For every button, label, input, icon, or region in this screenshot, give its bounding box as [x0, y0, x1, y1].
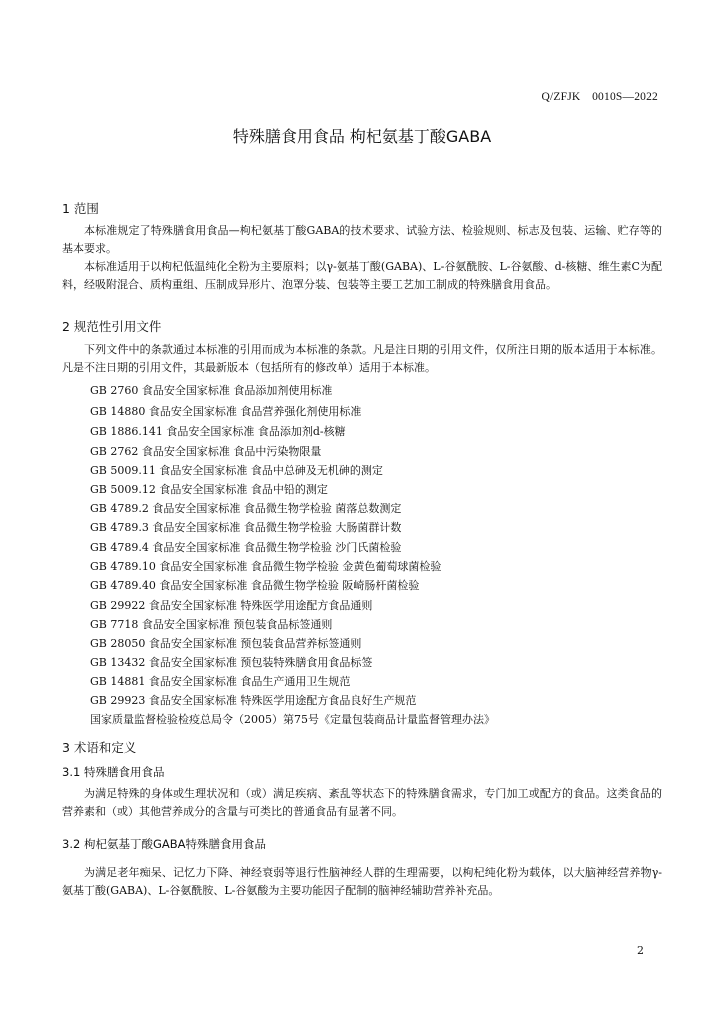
- reference-item: GB 13432 食品安全国家标准 预包装特殊膳食用食品标签: [90, 656, 373, 669]
- reference-item: GB 29922 食品安全国家标准 特殊医学用途配方食品通则: [90, 599, 373, 612]
- document-title: 特殊膳食用食品 枸杞氨基丁酸GABA: [232, 127, 492, 146]
- reference-item: GB 5009.12 食品安全国家标准 食品中铅的测定: [90, 483, 328, 496]
- reference-item: GB 4789.2 食品安全国家标准 食品微生物学检验 菌落总数测定: [90, 502, 402, 515]
- section-1-paragraph-2: 本标准适用于以枸杞低温纯化全粉为主要原料；以γ-氨基丁酸(GABA)、L-谷氨酰胺、L-谷氨酸、d-核糖、维生素C为配料，经吸附混合、质构重组、压制成异形片、泡罩分装、包装等主要工艺加工制成的特殊膳食用食品。: [62, 260, 662, 291]
- reference-item: GB 14881 食品安全国家标准 食品生产通用卫生规范: [90, 675, 351, 688]
- reference-item: GB 4789.10 食品安全国家标准 食品微生物学检验 金黄色葡萄球菌检验: [90, 560, 442, 573]
- section-2-intro: 下列文件中的条款通过本标准的引用而成为本标准的条款。凡是注日期的引用文件，仅所注日期的版本适用于本标准。凡是不注日期的引用文件，其最新版本（包括所有的修改单）适用于本标准。: [62, 343, 662, 374]
- reference-item: GB 29923 食品安全国家标准 特殊医学用途配方食品良好生产规范: [90, 694, 417, 707]
- reference-item: GB 28050 食品安全国家标准 预包装食品营养标签通则: [90, 637, 362, 650]
- section-1-heading: 1 范围: [62, 201, 99, 216]
- reference-item: GB 14880 食品安全国家标准 食品营养强化剂使用标准: [90, 405, 362, 418]
- reference-item: 国家质量监督检验检疫总局令（2005）第75号《定量包装商品计量监督管理办法》: [90, 713, 495, 726]
- section-3-2-text: 为满足老年痴呆、记忆力下降、神经衰弱等退行性脑神经人群的生理需要，以枸杞纯化粉为载体，以大脑神经营养物γ-氨基丁酸(GABA)、L-谷氨酰胺、L-谷氨酸为主要功能因子配制的脑神经辅助营养补充品。: [62, 866, 662, 897]
- section-3-heading: 3 术语和定义: [62, 740, 137, 755]
- reference-item: GB 2762 食品安全国家标准 食品中污染物限量: [90, 445, 322, 458]
- reference-item: GB 2760 食品安全国家标准 食品添加剂使用标准: [90, 384, 333, 397]
- reference-item: GB 4789.4 食品安全国家标准 食品微生物学检验 沙门氏菌检验: [90, 541, 402, 554]
- section-2-heading: 2 规范性引用文件: [62, 319, 162, 334]
- reference-item: GB 4789.3 食品安全国家标准 食品微生物学检验 大肠菌群计数: [90, 521, 402, 534]
- reference-item: GB 4789.40 食品安全国家标准 食品微生物学检验 阪崎肠杆菌检验: [90, 579, 420, 592]
- reference-item: GB 1886.141 食品安全国家标准 食品添加剂d-核糖: [90, 425, 346, 438]
- standard-code: Q/ZFJK 0010S—2022: [541, 91, 658, 103]
- section-1-paragraph-1: 本标准规定了特殊膳食用食品—枸杞氨基丁酸GABA的技术要求、试验方法、检验规则、标志及包装、运输、贮存等的基本要求。: [62, 224, 662, 255]
- section-3-1-text: 为满足特殊的身体或生理状况和（或）满足疾病、紊乱等状态下的特殊膳食需求，专门加工或配方的食品。这类食品的营养素和（或）其他营养成分的含量与可类比的普通食品有显著不同。: [62, 787, 662, 818]
- reference-item: GB 7718 食品安全国家标准 预包装食品标签通则: [90, 618, 333, 631]
- page-number: 2: [637, 944, 644, 957]
- section-3-2-heading: 3.2 枸杞氨基丁酸GABA特殊膳食用食品: [62, 837, 266, 851]
- section-3-1-heading: 3.1 特殊膳食用食品: [62, 765, 165, 779]
- reference-item: GB 5009.11 食品安全国家标准 食品中总砷及无机砷的测定: [90, 464, 383, 477]
